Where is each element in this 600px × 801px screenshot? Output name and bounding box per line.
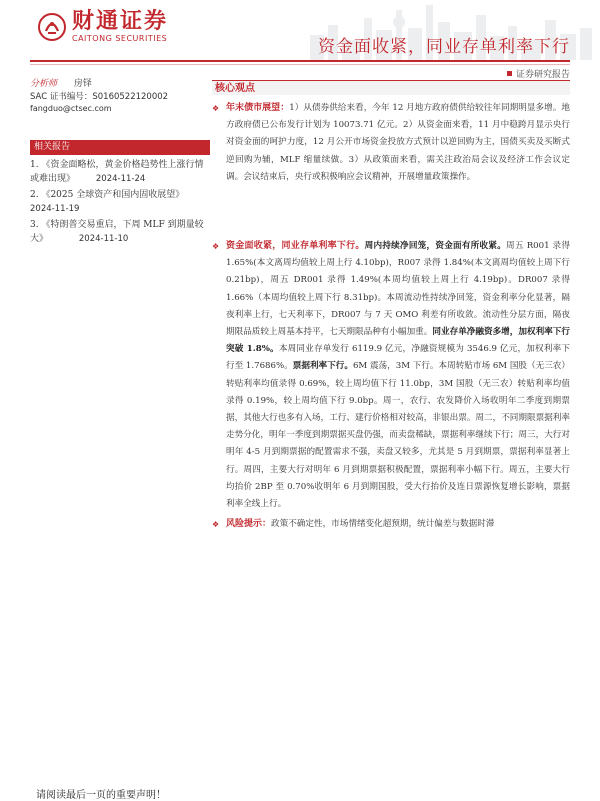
point-bold-2: 同业存单净融资多增，加权利率下行突破 1.8%。 [226, 327, 570, 355]
point-text-2: 本周同业存单发行 6119.9 亿元，净融资规模为 3546.9 亿元，加权利率下行至 1.7686%。 [226, 344, 570, 372]
company-logo [38, 10, 168, 43]
footer-disclaimer: 请阅读最后一页的重要声明！ [36, 790, 166, 801]
point-body: 政策不确定性，市场情绪变化超预期，统计偏差与数据时滞 [271, 519, 495, 529]
logo-chinese-name: 财通证券 [72, 9, 169, 34]
report-type-text: 证券研究报告 [515, 70, 570, 80]
point-text-3: 6M 震荡，3M 下行。本周转贴市场 6M 国股（无三农）转贴利率均值录得 0.69%，较上周均值下行 11.0bp，3M 国股（无三农）转贴利率均值录得 0.19%，较上周均值下行 9.0bp。周一，农行、农发降价入场收明年二季度到期票据，其他大行也多有入场，工行、建行价格相对较高，非银出票。周二，不同期限票据利率走势分化，明年一季度到期票据买盘仍强，而卖盘稀缺，票据利率继续下行；周三，大行对明年 4-5 月到期票据的配置需求不强，卖盘又较多，尤其是 5 月到期票，票据利率显著上行。周四，主要大行对明年 6 月到期票据积极配置，票据利率小幅下行。周五，主要大行均抬价 2BP 至 0.70%收明年 6 月到期国股，受大行抬价及连日票源恢复增长影响，票据利率全线上行。 [226, 361, 570, 510]
related-reports-title: 相关报告 [30, 140, 210, 155]
point-bond-outlook [212, 100, 570, 186]
core-views-title: 核心观点 [212, 80, 570, 95]
point-heading: 资金面收紧，同业存单利率下行。 [226, 241, 365, 251]
point-text-1: 周五 R001 录得 1.65%(本文离周均值较上周上行 4.10bp)，R007 录得 1.84%(本文离周均值较上周下行 0.21bp)，周五 DR001 录得 1.49%(本周均值较上周上行 4.19bp)。DR007 录得 1.66%（本周均值较上周下行 8.31bp)。本周流动性持续净回笼，资金利率分化显著，隔夜利率上行，七天利率下，DR007 与 7 天 OMO 利差有所收敛。流动性分层方面，隔夜期限品质较上周基本持平，七天期限品种有小幅加重。 [226, 241, 570, 338]
diamond-bullet-icon: ❖ [212, 520, 220, 529]
point-bold-3: 票据利率下行。 [292, 361, 353, 372]
related-report-date: 2024-11-24 [95, 174, 146, 184]
point-body: 1）从债券供给来看，今年 12 月地方政府债供给较往年同期明显多增。地方政府债已公布发行计划为 10073.71 亿元。2）从资金面来看，11 月中稳跨月显示央行对资金面的呵护力度，12 月公开市场资金投放方式预计以逆回购为主，国债买卖及买断式逆回购为辅，MLF 缩量续做。3）从政策面来看，需关注政治局会议及经济工作会议定调。会议结束后，央行或积极响应会议精神，开展增量政策操作。 [226, 103, 570, 182]
point-risk-warning [212, 516, 570, 533]
header-divider [30, 60, 570, 62]
report-title: 资金面收紧，同业存单利率下行 [318, 37, 570, 57]
diamond-bullet-icon: ❖ [212, 104, 220, 113]
related-report-item[interactable] [30, 158, 208, 186]
square-bullet-icon [507, 71, 512, 76]
header-divider-thin [30, 64, 570, 65]
related-report-item[interactable] [30, 188, 208, 216]
analyst-name: 房铎 [73, 79, 92, 89]
analyst-email[interactable]: fangduo@ctsec.com [30, 104, 112, 113]
point-heading: 风险提示： [226, 519, 272, 529]
related-report-item[interactable] [30, 218, 208, 246]
related-report-text: 2. 《2025 全球资产和国内固收展望》 [30, 190, 185, 200]
point-bold-1: 周内持续净回笼，资金面有所收紧。 [364, 241, 507, 251]
related-report-text: 1. 《资金面略松，黄金价格趋势性上涨行情或难出现》 [30, 160, 204, 184]
analyst-role: 分析师 [30, 79, 58, 89]
diamond-bullet-icon: ❖ [212, 242, 220, 251]
related-report-date: 2024-11-10 [78, 234, 129, 244]
logo-english-name: CAITONG SECURITIES [72, 34, 168, 43]
analyst-sac-number: SAC 证书编号：S0160522120002 [30, 92, 169, 102]
point-liquidity [212, 238, 570, 513]
related-report-date: 2024-11-19 [30, 204, 80, 214]
report-type-label [507, 67, 570, 80]
analyst-row [30, 78, 210, 91]
report-header [0, 0, 600, 80]
analyst-info [30, 78, 210, 115]
point-heading: 年末债市展望： [226, 103, 290, 113]
related-reports-list [30, 158, 208, 248]
caitong-logo-icon [38, 13, 66, 41]
related-report-text: 3. 《特朗普交易重启，下周 MLF 到期量较大》 [30, 220, 204, 244]
